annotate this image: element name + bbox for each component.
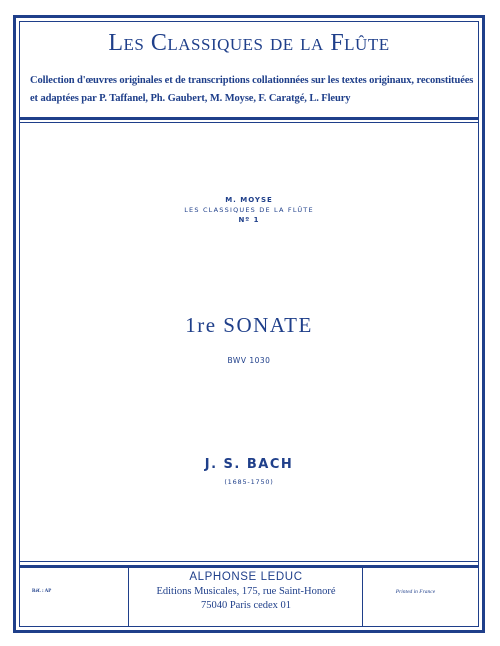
printed-in-france: Printed in France xyxy=(395,589,436,595)
publisher-address-line-1: Editions Musicales, 175, rue Saint-Honoré xyxy=(156,586,336,597)
header-divider xyxy=(19,117,479,120)
editor-name: M. MOYSE xyxy=(225,196,273,204)
publisher-address-line-2: 75040 Paris cedex 01 xyxy=(200,600,292,611)
series-title: Les Classiques de la Flûte xyxy=(108,30,390,56)
footer-divider-thin xyxy=(19,561,479,562)
composer-name: J. S. BACH xyxy=(204,457,294,472)
header-divider-thin xyxy=(19,122,479,123)
series-name: LES CLASSIQUES DE LA FLÛTE xyxy=(184,206,314,214)
footer-column-divider-right xyxy=(362,567,363,627)
footer-column-divider-left xyxy=(128,567,129,627)
reference-code: Réf. : AP xyxy=(32,589,52,594)
work-title: 1re SONATE xyxy=(185,313,313,337)
catalogue-number: BWV 1030 xyxy=(227,356,271,365)
collection-description-line-1: Collection d'œuvres originales et de transcriptions collationnées sur les textes originaux, reconstituées xyxy=(30,75,474,86)
composer-dates: (1685-1750) xyxy=(224,478,274,486)
publisher-name: ALPHONSE LEDUC xyxy=(189,571,303,583)
collection-description-line-2: et adaptées par P. Taffanel, Ph. Gaubert, M. Moyse, F. Caratgé, L. Fleury xyxy=(30,93,351,104)
footer-divider xyxy=(19,565,479,568)
series-number: Nº 1 xyxy=(238,216,260,224)
